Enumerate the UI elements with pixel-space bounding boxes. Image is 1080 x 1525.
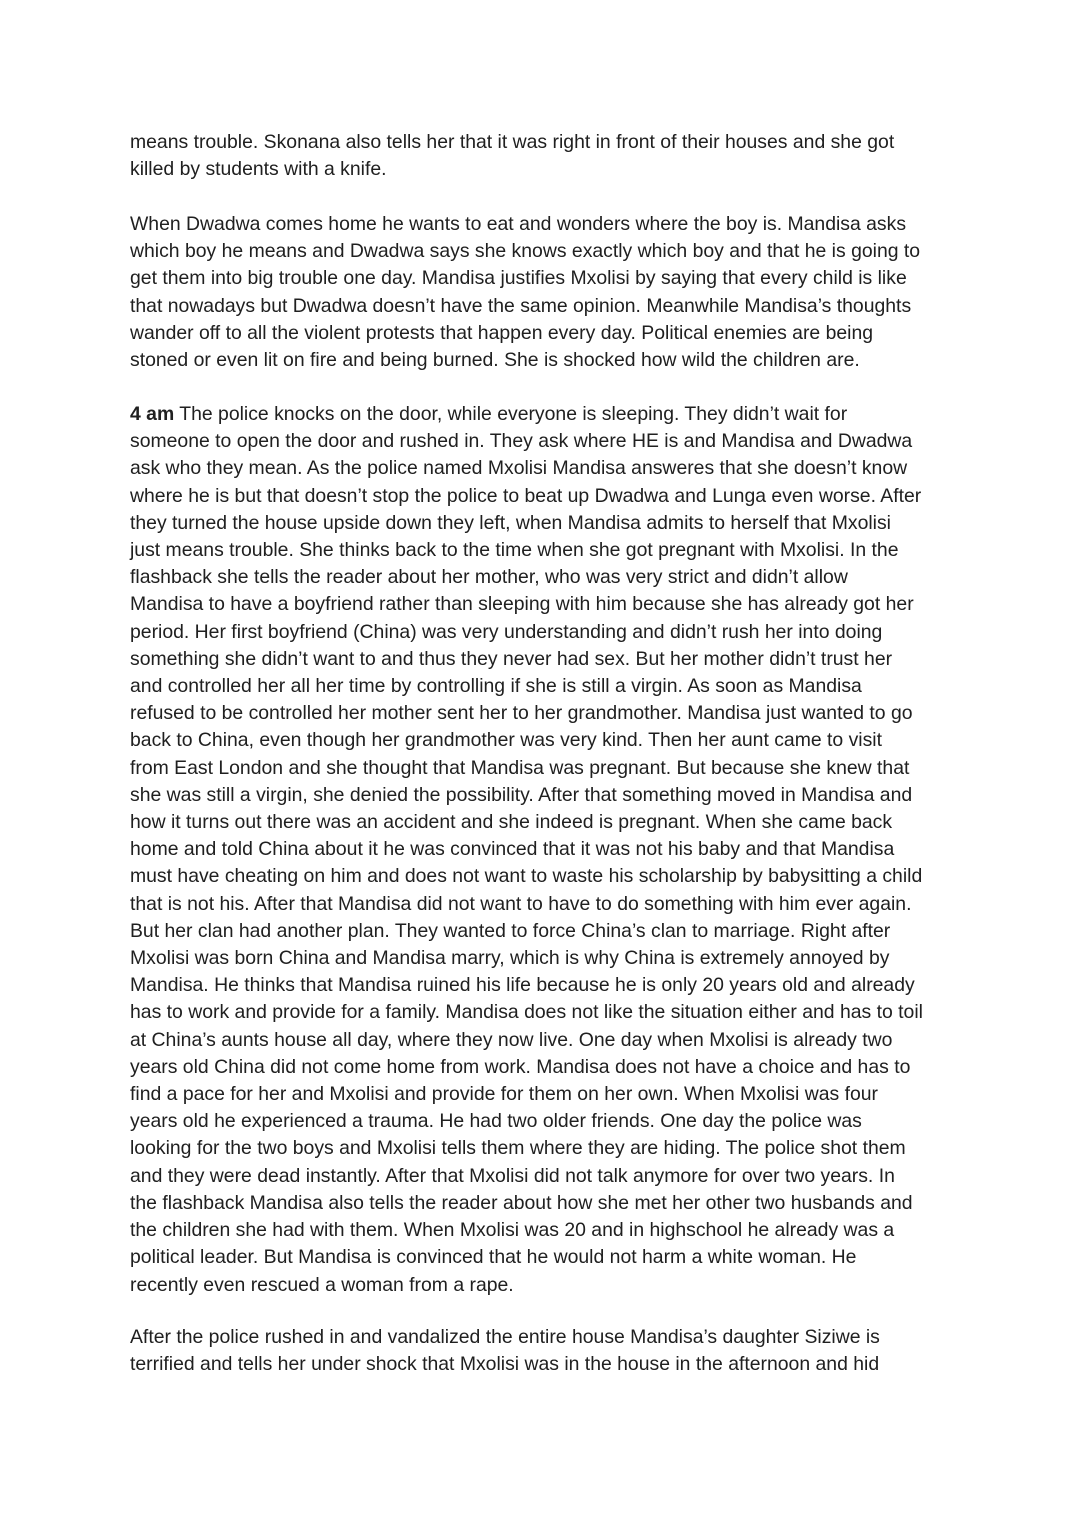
text-line: from East London and she thought that Mandisa was pregnant. But because she knew that <box>130 756 910 779</box>
text-line: must have cheating on him and does not want to waste his scholarship by babysitting a child <box>130 865 923 888</box>
text-line: back to China, even though her grandmother was very kind. Then her aunt came to visit <box>130 729 882 752</box>
text-line <box>130 401 960 428</box>
text-line: years old China did not come home from work. Mandisa does not have a choice and has to <box>130 1055 911 1078</box>
text-line: period. Her first boyfriend (China) was very understanding and didn’t rush her into doing <box>130 620 883 643</box>
text-line: terrified and tells her under shock that Mxolisi was in the house in the afternoon and hid <box>130 1353 880 1376</box>
text-line: stoned or even lit on fire and being burned. She is shocked how wild the children are. <box>130 349 860 372</box>
text-line: recently even rescued a woman from a rape. <box>130 1273 514 1296</box>
text-line: the flashback Mandisa also tells the reader about how she met her other two husbands and <box>130 1191 913 1214</box>
text-line: someone to open the door and rushed in. They ask where HE is and Mandisa and Dwadwa <box>130 430 913 453</box>
text-line: find a pace for her and Mxolisi and provide for them on her own. When Mxolisi was four <box>130 1083 878 1106</box>
text-line: and they were dead instantly. After that Mxolisi did not talk anymore for over two years. In <box>130 1164 895 1187</box>
text-line: flashback she tells the reader about her mother, who was very strict and didn’t allow <box>130 566 848 589</box>
text-line: means trouble. Skonana also tells her that it was right in front of their houses and she got <box>130 131 895 153</box>
text-line: Mxolisi was born China and Mandisa marry, which is why China is extremely annoyed by <box>130 947 890 970</box>
text-line: the children she had with them. When Mxolisi was 20 and in highschool he already was a <box>130 1219 895 1242</box>
text-line: Mandisa. He thinks that Mandisa ruined his life because he is only 20 years old and already <box>130 974 915 997</box>
text-line: she was still a virgin, she denied the possibility. After that something moved in Mandisa and <box>130 783 913 806</box>
time-heading: 4 am <box>130 403 175 425</box>
text-line: home and told China about it he was convinced that it was not his baby and that Mandisa <box>130 838 895 861</box>
paragraph-siziwe <box>130 1324 960 1378</box>
text-line: at China’s aunts house all day, where they now live. One day when Mxolisi is already two <box>130 1028 893 1051</box>
text-line: that is not his. After that Mandisa did not want to have to do something with him ever again. <box>130 892 912 915</box>
text-line: how it turns out there was an accident and she indeed is pregnant. When she came back <box>130 811 893 834</box>
text-line: After the police rushed in and vandalized the entire house Mandisa’s daughter Siziwe is <box>130 1326 880 1348</box>
text-line-rest: The police knocks on the door, while everyone is sleeping. They didn’t wait for <box>174 403 848 425</box>
text-line: ask who they mean. As the police named Mxolisi Mandisa answeres that she doesn’t know <box>130 457 908 480</box>
text-line: refused to be controlled her mother sent her to her grandmother. Mandisa just wanted to go <box>130 702 913 725</box>
text-line: and controlled her all her time by controlling if she is still a virgin. As soon as Mandisa <box>130 675 862 698</box>
text-line: Mandisa to have a boyfriend rather than sleeping with him because she has already got her <box>130 593 914 616</box>
text-line: When Dwadwa comes home he wants to eat and wonders where the boy is. Mandisa asks <box>130 213 907 235</box>
text-line: political leader. But Mandisa is convinced that he would not harm a white woman. He <box>130 1246 857 1269</box>
text-line: But her clan had another plan. They wanted to force China’s clan to marriage. Right after <box>130 919 891 942</box>
paragraph-skonana <box>130 129 960 183</box>
text-line: just means trouble. She thinks back to the time when she got pregnant with Mxolisi. In the <box>130 539 899 562</box>
paragraph-dwadwa-comes-home <box>130 211 960 374</box>
text-line: where he is but that doesn’t stop the police to beat up Dwadwa and Lunga even worse. After <box>130 484 922 507</box>
text-line: they turned the house upside down they left, when Mandisa admits to herself that Mxolisi <box>130 511 891 534</box>
text-line: has to work and provide for a family. Mandisa does not like the situation either and has to toil <box>130 1001 923 1024</box>
text-line: years old he experienced a trauma. He had two older friends. One day the police was <box>130 1110 862 1133</box>
text-line: which boy he means and Dwadwa says she knows exactly which boy and that he is going to <box>130 240 921 263</box>
text-line: that nowadays but Dwadwa doesn’t have the same opinion. Meanwhile Mandisa’s thoughts <box>130 294 912 317</box>
paragraph-4am-police <box>130 401 960 1299</box>
text-line: something she didn’t want to and thus they never had sex. But her mother didn’t trust her <box>130 647 893 670</box>
text-line: looking for the two boys and Mxolisi tells them where they are hiding. The police shot them <box>130 1137 906 1160</box>
text-line: wander off to all the violent protests that happen every day. Political enemies are being <box>130 321 874 344</box>
text-line: get them into big trouble one day. Mandisa justifies Mxolisi by saying that every child is like <box>130 267 907 290</box>
text-line: killed by students with a knife. <box>130 158 387 181</box>
